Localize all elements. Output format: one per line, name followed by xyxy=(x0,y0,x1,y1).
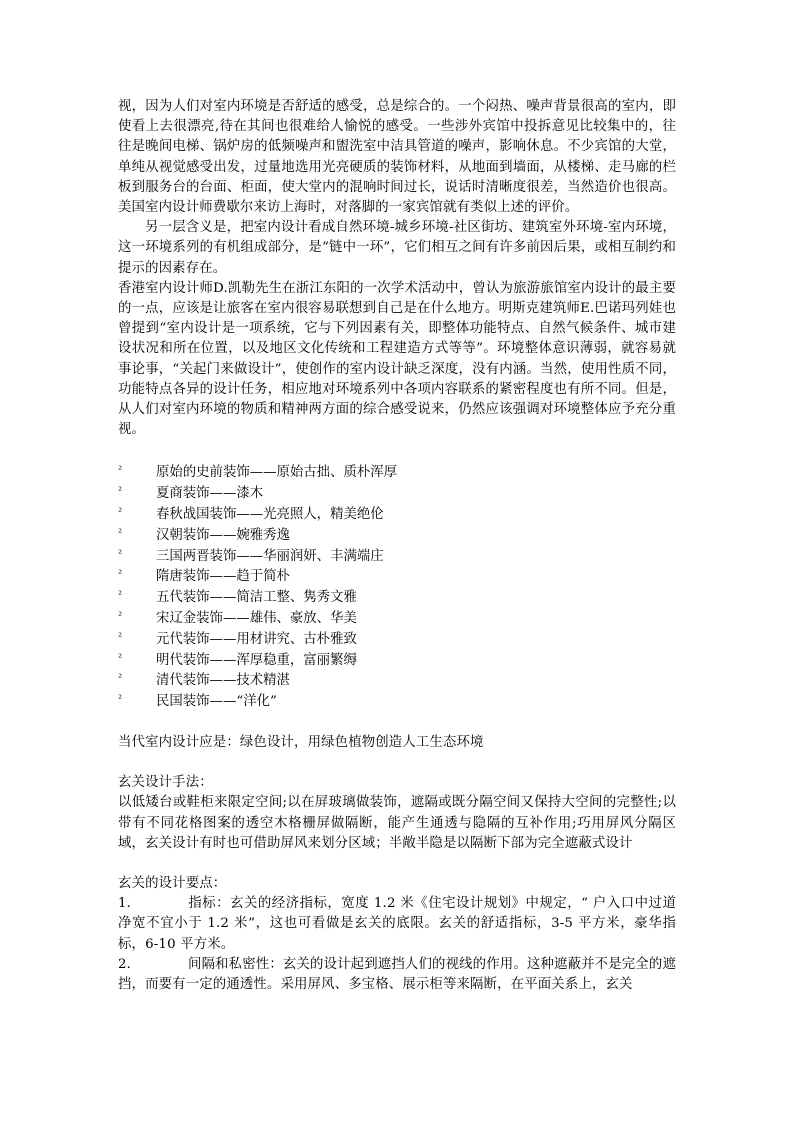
bullet-icon: ² xyxy=(118,611,123,623)
bullet-icon: ² xyxy=(118,694,123,706)
point-item xyxy=(118,955,676,995)
spacer xyxy=(118,854,676,874)
point-item xyxy=(118,894,676,955)
entrance-methods-text: 以低矮台或鞋柜来限定空间;以在屏玻璃做装饰，遮隔或既分隔空间又保持大空间的完整性;以带有不同花格图案的透空木格栅屏做隔断，能产生通透与隐隔的互补作用;巧用屏风分隔区域，玄关设计有时也可借助屏风来划分区域；半敞半隐是以隔断下部为完全遮蔽式设计 xyxy=(118,795,676,851)
list-item: ² 元代装饰——用材讲究、古朴雅致 xyxy=(118,630,676,651)
bullet-icon: ² xyxy=(118,548,123,560)
bullet-icon: ² xyxy=(118,507,123,519)
bullet-icon: ² xyxy=(118,569,123,581)
bullet-icon: ² xyxy=(118,486,123,498)
paragraph-environment-chain: 另一层含义是，把室内设计看成自然环境-城乡环境-社区街坊、建筑室外环境-室内环境，这一环境系列的有机组成部分，是“链中一环”，它们相互之间有许多前因后果，或相互制约和提示的因素存在。 xyxy=(118,220,676,276)
entrance-points-heading: 玄关的设计要点： xyxy=(118,876,227,892)
bullet-icon: ² xyxy=(118,590,123,602)
list-item: ² 民国装饰——“洋化” xyxy=(118,692,676,713)
point-number: 2． xyxy=(118,956,141,972)
contemporary-design-line: 当代室内设计应是：绿色设计，用绿色植物创造人工生态环境 xyxy=(118,735,484,751)
bullet-icon: ² xyxy=(118,527,123,539)
paragraph-comfort: 视，因为人们对室内环境是否舒适的感受，总是综合的。一个闷热、噪声背景很高的室内，即使看上去很漂亮,待在其间也很难给人愉悦的感受。一些涉外宾馆中投拆意见比较集中的，往往是晚间电梯、锅炉房的低频噪声和盥洗室中洁具管道的噪声，影响休息。不少宾馆的大堂，单纯从视觉感受出发，过量地选用光亮硬质的装饰材料，从地面到墙面，从楼梯、走马廊的栏板到服务台的台面、柜面，使大堂内的混响时间过长，说话时清晰度很差，当然造价也很高。美国室内设计师费歇尔来访上海时，对落脚的一家宾馆就有类似上述的评价。 xyxy=(118,99,676,216)
list-item: ² 夏商装饰——漆木 xyxy=(118,484,676,505)
list-item: ² 明代装饰——浑厚稳重，富丽繁缛 xyxy=(118,651,676,672)
list-item: ² 宋辽金装饰——雄伟、豪放、华美 xyxy=(118,609,676,630)
list-item: ² 清代装饰——技术精湛 xyxy=(118,671,676,692)
decoration-styles-list xyxy=(118,463,676,713)
paragraph-hongkong-designer: 香港室内设计师D.凯勒先生在浙江东阳的一次学术活动中，曾认为旅游旅馆室内设计的最主要的一点，应该是让旅客在室内很容易联想到自己是在什么地方。明斯克建筑师E.巴诺玛列娃也曾提到“室内设计是一项系统，它与下列因素有关，即整体功能特点、自然气候条件、城市建设状况和所在位置，以及地区文化传统和工程建造方式等等”。环境整体意识薄弱，就容易就事论事，“关起门来做设计”，使创作的室内设计缺乏深度，没有内涵。当然，使用性质不同，功能特点各异的设计任务，相应地对环境系列中各项内容联系的紧密程度也有所不同。但是，从人们对室内环境的物质和精神两方面的综合感受说来，仍然应该强调对环境整体应予充分重视。 xyxy=(118,280,676,438)
list-item: ² 五代装饰——简洁工整、隽秀文雅 xyxy=(118,588,676,609)
entrance-methods-heading: 玄关设计手法： xyxy=(118,775,213,791)
point-text: 指标：玄关的经济指标，宽度 1.2 米《住宅设计规划》中规定，“ 户入口中过道净宽不宜小于 1.2 米”，这也可看做是玄关的底限。玄关的舒适指标，3-5 平方米，豪华指标，6-10 平方米。 xyxy=(118,896,676,952)
list-item: ² 三国两晋装饰——华丽润妍、丰满端庄 xyxy=(118,547,676,568)
list-item: ² 原始的史前装饰——原始古拙、质朴浑厚 xyxy=(118,463,676,484)
point-number: 1． xyxy=(118,896,141,912)
bullet-icon: ² xyxy=(118,631,123,643)
spacer xyxy=(118,753,676,773)
list-item: ² 汉朝装饰——婉雅秀逸 xyxy=(118,526,676,547)
bullet-icon: ² xyxy=(118,465,123,477)
bullet-icon: ² xyxy=(118,673,123,685)
point-text: 间隔和私密性：玄关的设计起到遮挡人们的视线的作用。这种遮蔽并不是完全的遮挡，而要有一定的通透性。采用屏风、多宝格、展示柜等来隔断，在平面关系上，玄关 xyxy=(118,956,676,993)
document-page xyxy=(118,97,676,995)
list-item: ² 隋唐装饰——趋于简朴 xyxy=(118,567,676,588)
spacer xyxy=(118,713,676,733)
list-item: ² 春秋战国装饰——光亮照人，精美绝伦 xyxy=(118,505,676,526)
bullet-icon: ² xyxy=(118,652,123,664)
